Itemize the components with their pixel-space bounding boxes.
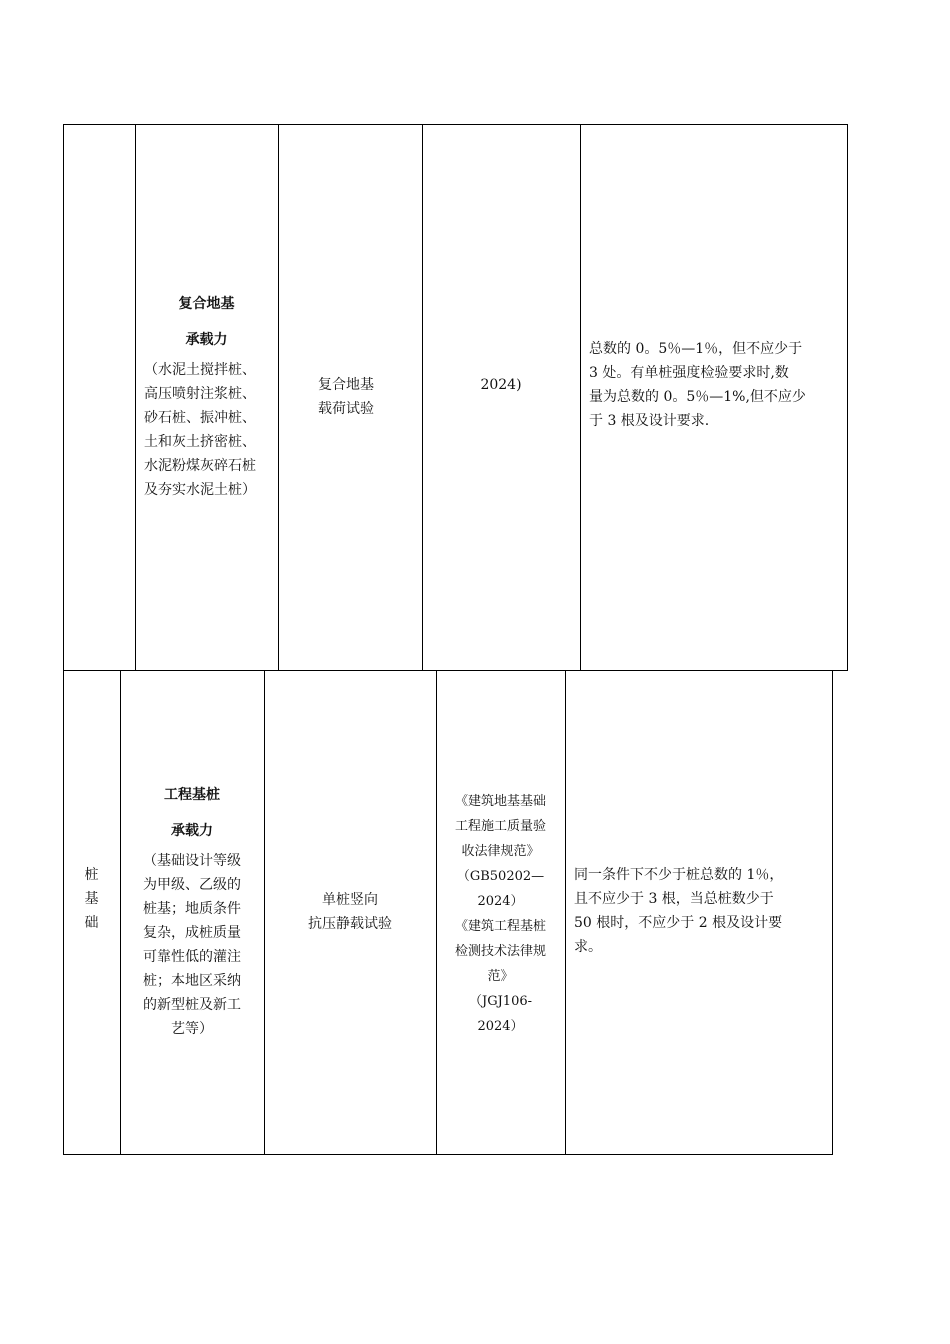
item-description-line: 土和灰土挤密桩、 [144,434,256,450]
category-char: 础 [84,915,99,931]
quantity-line: 50 根时，不应少于 2 根及设计要 [574,915,783,931]
table-2-border-v [832,670,833,1155]
table-2-category-cell [63,863,120,935]
category-char: 基 [84,891,99,907]
method-line: 抗压静载试验 [308,916,392,932]
standard-line: 2024） [477,1019,524,1034]
method-line: 复合地基 [318,377,374,393]
table-2-bottom-border [63,1154,833,1155]
standard-line: 收法律规范》 [461,844,540,859]
standard-line: 2024) [480,377,522,393]
item-title-line-1: 复合地基 [178,296,235,312]
item-description-line: 水泥粉煤灰碎石桩 [144,458,256,474]
item-description-line: 艺等） [171,1021,213,1037]
item-description-line: （基础设计等级 [143,853,241,869]
table-2-item-cell [120,781,264,1041]
table-1-top-border [63,124,848,125]
item-description-line: 的新型桩及新工 [143,997,241,1013]
item-title-line-2: 承载力 [185,332,228,348]
item-description-line: 高压喷射注浆桩、 [144,386,256,402]
standard-line: （GB50202— [456,869,545,884]
item-title-line-1: 工程基桩 [164,787,220,803]
table-2-quantity-cell [574,863,830,959]
item-description-line: 桩；本地区采纳 [143,973,241,989]
item-description-line: 为甲级、乙级的 [143,877,241,893]
quantity-line: 于 3 根及设计要求. [589,413,710,429]
item-description [120,849,264,1041]
quantity-line: 且不应少于 3 根，当总桩数少于 [574,891,774,907]
table-1-border-v [63,124,64,671]
table-1-border-v [422,124,423,671]
table-1-bottom-border [63,670,848,671]
table-1-border-v [580,124,581,671]
table-1-item-cell [135,290,278,502]
item-description-line: 及夯实水泥土桩） [144,482,256,498]
table-2-method-cell [264,888,436,936]
item-description-line: （水泥土搅拌桩、 [144,362,256,378]
standard-line: 检测技术法律规 [454,944,546,959]
quantity-line: 求。 [574,939,602,955]
quantity-line: 3 处。有单桩强度检验要求时,数 [589,365,789,381]
standard-line: 2024） [477,894,524,909]
item-title-line-2: 承载力 [171,823,213,839]
standard-line: 《建筑地基基础 [454,794,546,809]
category-char: 桩 [84,867,99,883]
table-2-border-v [565,670,566,1155]
table-1-standard-cell [422,373,580,397]
quantity-line: 总数的 0。5％—1％，但不应少于 [589,341,803,357]
quantity-line: 量为总数的 0。5％—1%,但不应少 [589,389,806,405]
standard-line: 范》 [487,969,514,984]
table-2-standard-cell [436,789,565,1039]
item-description [135,358,278,502]
item-description-line: 复杂，成桩质量 [143,925,241,941]
item-description-line: 砂石桩、振冲桩、 [144,410,256,426]
table-1-border-v [847,124,848,671]
standard-line: 工程施工质量验 [454,819,546,834]
table-1-quantity-cell [589,337,845,433]
item-description-line: 可靠性低的灌注 [143,949,241,965]
method-line: 载荷试验 [318,401,374,417]
table-1-border-v [278,124,279,671]
table-1-method-cell [318,373,422,421]
standard-line: 《建筑工程基桩 [454,919,546,934]
standard-line: （JGJ106- [468,994,532,1009]
method-line: 单桩竖向 [322,892,378,908]
quantity-line: 同一条件下不少于桩总数的 1％， [574,867,784,883]
item-description-line: 桩基；地质条件 [143,901,241,917]
